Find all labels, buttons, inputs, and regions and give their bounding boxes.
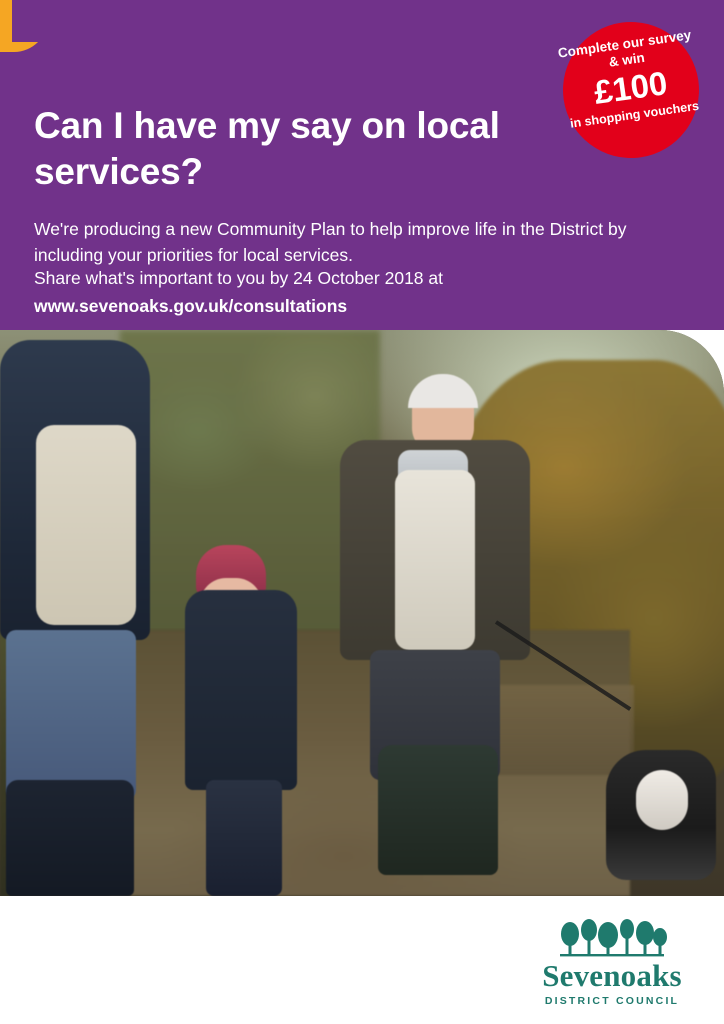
footer (0, 896, 724, 1024)
share-instruction (34, 265, 674, 319)
subheading-text: We're producing a new Community Plan to help improve life in the District by including your priorities for local services. (34, 218, 627, 265)
council-name: Sevenoaks (542, 958, 682, 993)
corner-flash-cover (12, 0, 52, 42)
photo-woman-boots (6, 780, 134, 896)
badge-amount: £100 (591, 64, 670, 111)
badge-line-1: Complete our survey & win (556, 27, 693, 70)
trees-icon (556, 918, 668, 958)
photo-man-boots (378, 745, 498, 875)
hero-photo (0, 330, 724, 896)
photo-woman-scarf (36, 425, 136, 625)
photo-man-jumper (395, 470, 475, 650)
photo-dog-face (636, 770, 688, 830)
share-text: Share what's important to you by 24 October 2018 at (34, 268, 443, 288)
photo-girl-coat (185, 590, 297, 790)
council-subtitle: DISTRICT COUNCIL (544, 995, 680, 1007)
consultations-url-link[interactable]: www.sevenoaks.gov.uk/consultations (34, 296, 348, 316)
photo-girl-legs (206, 780, 282, 896)
badge-line-3: in shopping vouchers (569, 98, 700, 131)
council-logo (528, 918, 696, 1007)
photo-woman-jeans (6, 630, 136, 800)
page-title: Can I have my say on local services? (34, 104, 500, 192)
